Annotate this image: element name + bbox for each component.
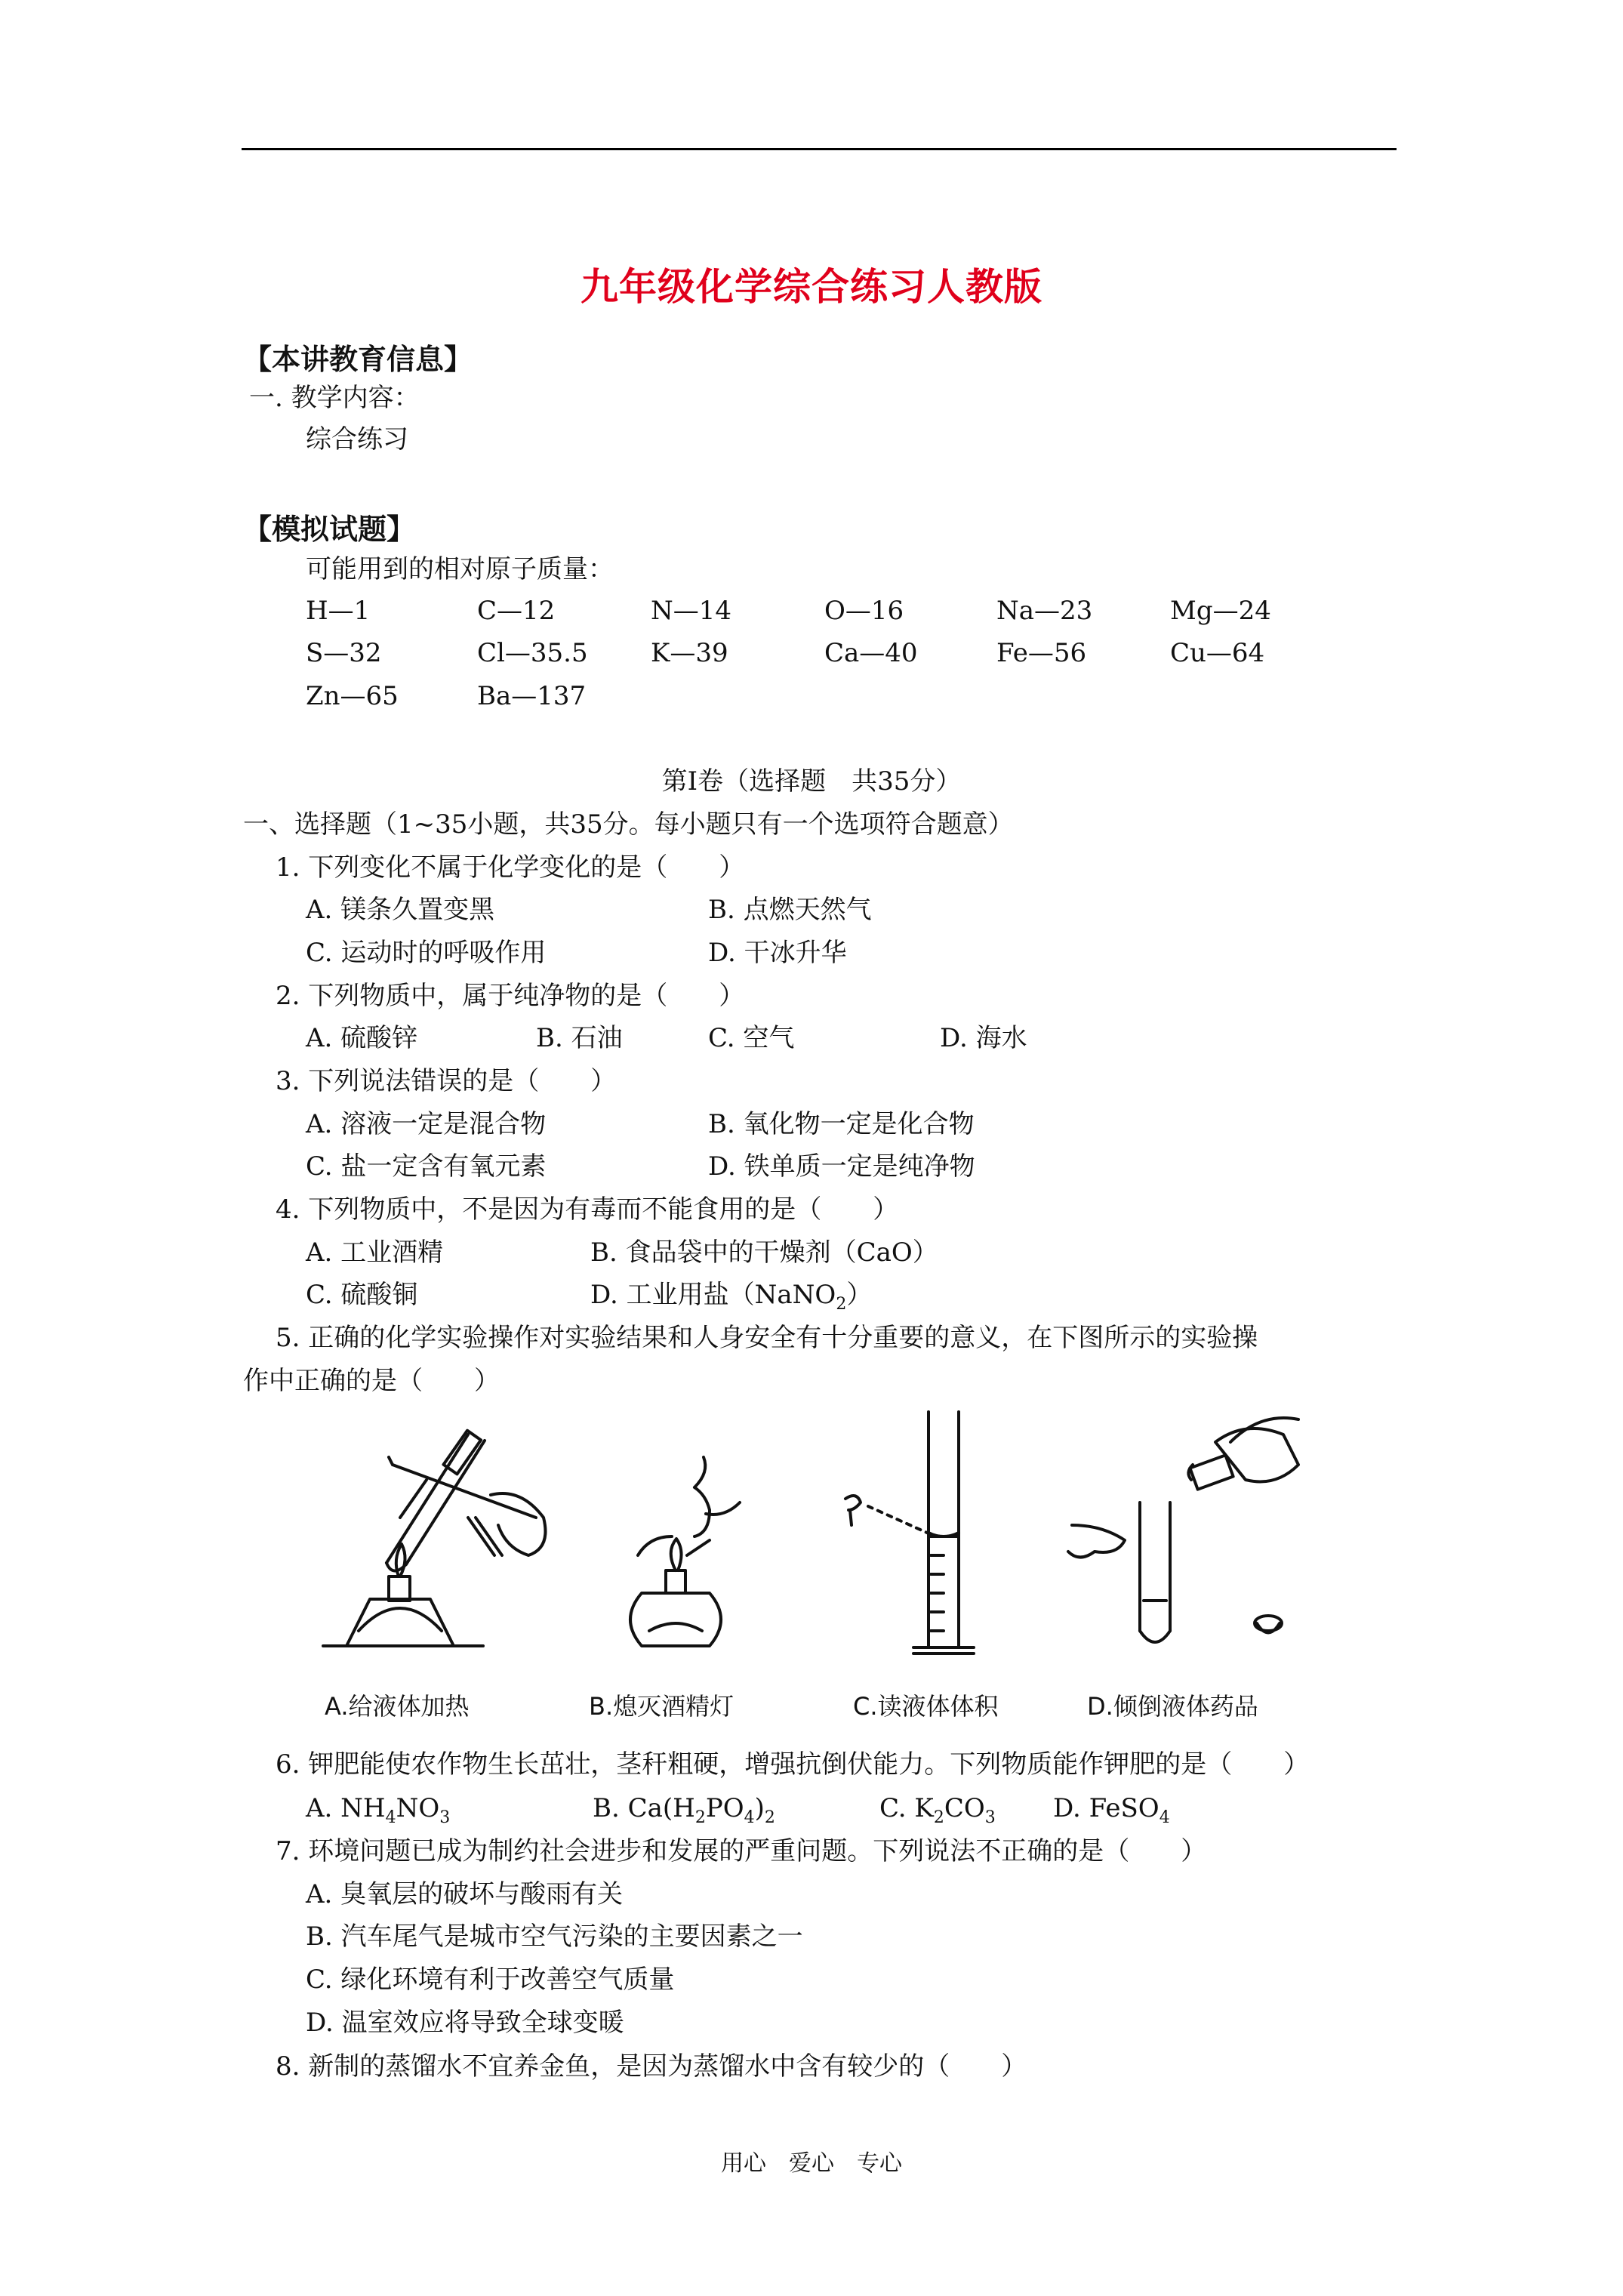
part-instructions: 一、选择题（1~35小题，共35分。每小题只有一个选项符合题意） [243,809,1014,840]
question-1-option-d: D. 干冰升华 [708,938,847,968]
page-title: 九年级化学综合练习人教版 [581,264,1042,309]
atomic-mass-item: C—12 [477,596,556,626]
teach-content: 综合练习 [306,424,408,455]
question-2-option-a: A. 硫酸锌 [306,1023,418,1053]
question-3-stem: 3. 下列说法错误的是（ ） [276,1066,617,1096]
question-4-option-d: D. 工业用盐（NaNO$_2$） [590,1280,873,1314]
read-volume-illustration [845,1412,974,1653]
question-6-stem: 6. 钾肥能使农作物生长茁壮，茎秆粗硬，增强抗倒伏能力。下列物质能作钾肥的是（ ） [276,1749,1310,1780]
atomic-mass-item: S—32 [306,638,382,668]
question-5-stem-line2: 作中正确的是（ ） [243,1366,500,1396]
question-4-option-b: B. 食品袋中的干燥剂（CaO） [590,1237,938,1268]
atomic-mass-item: Ca—40 [824,638,918,668]
figure-caption-d: D.倾倒液体药品 [1087,1692,1258,1721]
question-7-stem: 7. 环境问题已成为制约社会进步和发展的严重问题。下列说法不正确的是（ ） [276,1836,1207,1866]
atomic-mass-item: K—39 [651,638,728,668]
figure-caption-a: A.给液体加热 [325,1692,470,1721]
question-1-option-c: C. 运动时的呼吸作用 [306,938,547,968]
question-2-option-c: C. 空气 [708,1023,795,1053]
question-2-option-b: B. 石油 [536,1023,623,1053]
pour-liquid-illustration [1068,1418,1298,1642]
question-4-option-c: C. 硫酸铜 [306,1280,418,1310]
question-6-option-c: C. $K_2CO_3$ [879,1793,996,1827]
question-4-option-a: A. 工业酒精 [306,1237,444,1268]
atomic-mass-item: N—14 [651,596,732,626]
atomic-mass-item: Zn—65 [306,681,399,711]
question-6-option-a: A. $NH_4NO_3$ [306,1793,451,1827]
atomic-mass-item: H—1 [306,596,371,626]
atomic-mass-item: Mg—24 [1170,596,1271,626]
atomic-mass-intro: 可能用到的相对原子质量： [306,554,614,584]
page-footer: 用心 爱心 专心 [721,2150,902,2177]
lab-operations-figure [317,1404,1449,1737]
atomic-mass-item: Cu—64 [1170,638,1265,668]
header-rule [242,148,1397,150]
figure-caption-b: B.熄灭酒精灯 [589,1692,735,1721]
question-7-option-a: A. 臭氧层的破坏与酸雨有关 [306,1879,624,1909]
teach-label: 一. 教学内容： [249,383,420,413]
question-2-stem: 2. 下列物质中，属于纯净物的是（ ） [276,981,745,1011]
question-3-option-b: B. 氧化物一定是化合物 [708,1109,975,1139]
extinguish-lamp-illustration [630,1457,740,1646]
atomic-mass-item: Ba—137 [477,681,587,711]
question-2-option-d: D. 海水 [940,1023,1027,1053]
atomic-mass-item: O—16 [824,596,904,626]
question-5-stem-line1: 5. 正确的化学实验操作对实验结果和人身安全有十分重要的意义，在下图所示的实验操 [276,1323,1258,1353]
figure-caption-c: C.读液体体积 [853,1692,999,1721]
question-8-stem: 8. 新制的蒸馏水不宜养金鱼，是因为蒸馏水中含有较少的（ ） [276,2051,1027,2082]
question-1-stem: 1. 下列变化不属于化学变化的是（ ） [276,852,745,883]
heating-liquid-illustration [323,1431,546,1646]
part-title: 第Ⅰ卷（选择题 共35分） [661,766,962,797]
section-mock-heading: 【模拟试题】 [243,512,416,546]
question-1-option-b: B. 点燃天然气 [708,895,872,925]
question-4-stem: 4. 下列物质中，不是因为有毒而不能食用的是（ ） [276,1194,899,1225]
question-6-option-d: D. FeSO$_4$ [1053,1793,1170,1827]
question-6-option-b: B. $Ca(H_2PO_4)_2$ [593,1793,775,1827]
question-7-option-b: B. 汽车尾气是城市空气污染的主要因素之一 [306,1922,803,1952]
section-info-heading: 【本讲教育信息】 [243,342,473,376]
question-7-option-d: D. 温室效应将导致全球变暖 [306,2008,624,2038]
question-3-option-d: D. 铁单质一定是纯净物 [708,1151,975,1182]
question-3-option-a: A. 溶液一定是混合物 [306,1109,547,1139]
atomic-mass-item: Cl—35.5 [477,638,588,668]
question-7-option-c: C. 绿化环境有利于改善空气质量 [306,1965,675,1995]
atomic-mass-item: Na—23 [996,596,1093,626]
atomic-mass-item: Fe—56 [996,638,1087,668]
question-3-option-c: C. 盐一定含有氧元素 [306,1151,547,1182]
question-1-option-a: A. 镁条久置变黑 [306,895,495,925]
